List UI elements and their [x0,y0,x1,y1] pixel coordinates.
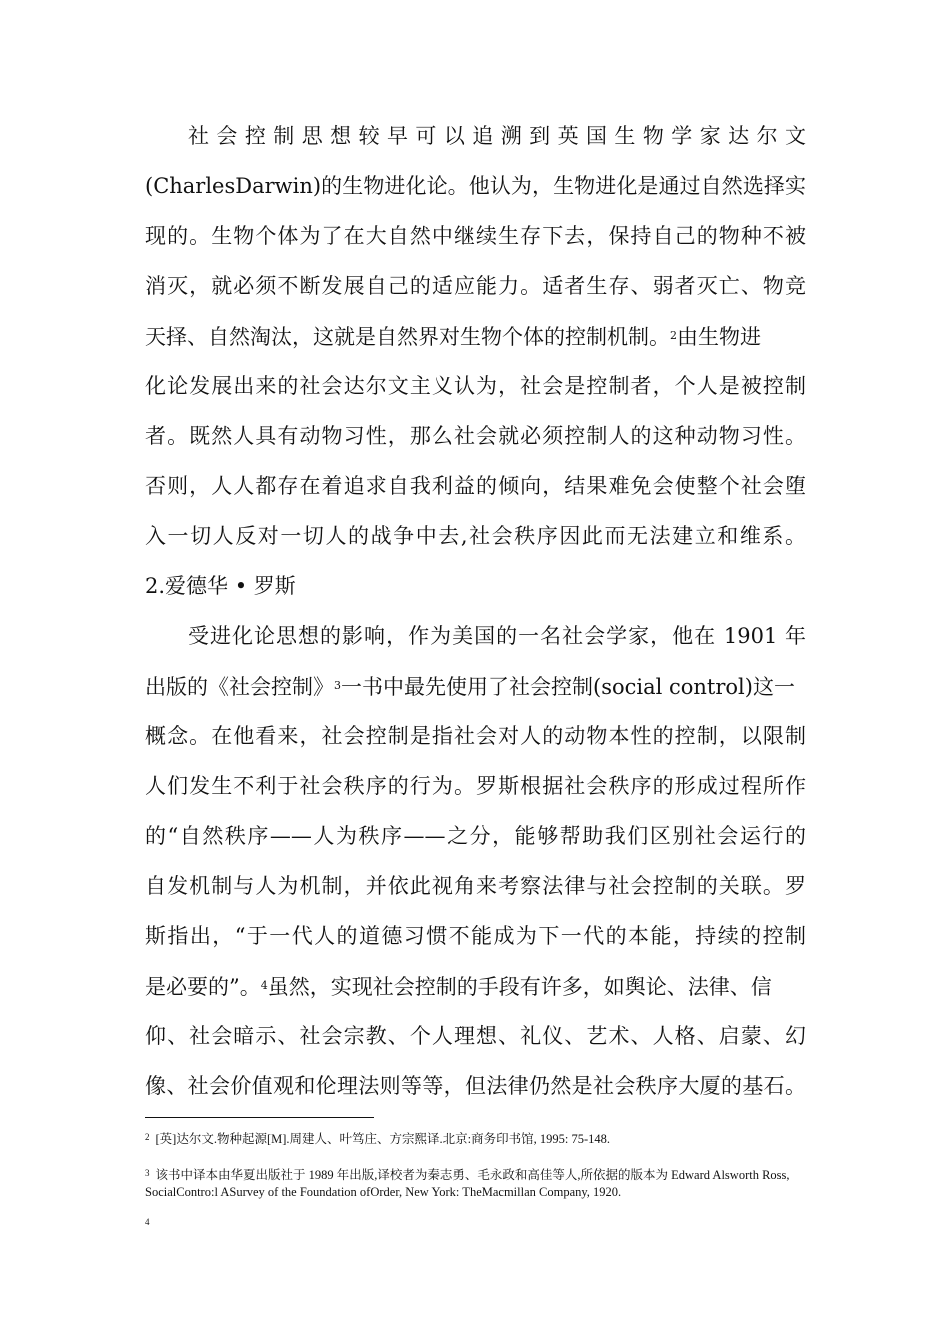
paragraph-2-line-3: 概念。在他看来，社会控制是指社会对人的动物本性的控制，以限制 [145,724,806,748]
paragraph-1-line-7: 者。既然人具有动物习性，那么社会就必须控制人的这种动物习性。 [145,424,806,448]
paragraph-2-line-9: 仰、社会暗示、社会宗教、个人理想、礼仪、艺术、人格、启蒙、幻 [145,1024,806,1048]
footnote-3 [145,1165,806,1201]
text-run: 天择、自然淘汰，这就是自然界对生物个体的控制机制。 [145,325,670,349]
footnote-separator [145,1117,374,1118]
paragraph-1-line-9: 入一切人反对一切人的战争中去,社会秩序因此而无法建立和维系。 [145,524,806,548]
text-run: 一书中最先使用了社会控制(social control)这一 [341,675,795,699]
paragraph-1-line-5 [145,316,806,356]
paragraph-2-line-8 [145,966,806,1006]
paragraph-1-line-3: 现的。生物个体为了在大自然中继续生存下去，保持自己的物种不被 [145,224,806,248]
text-run: 由生物进 [677,325,761,349]
footnote-mark: 4 [145,1217,150,1227]
paragraph-2-line-2 [145,666,806,706]
paragraph-1-line-1: 社会控制思想较早可以追溯到英国生物学家达尔文 [188,124,806,148]
text-run: 是必要的”。 [145,975,261,999]
footnote-2 [145,1129,806,1148]
text-run: 出版的《社会控制》 [145,675,334,699]
paragraph-2-line-1: 受进化论思想的影响，作为美国的一名社会学家，他在 1901 年 [188,624,806,648]
footnote-4 [145,1214,806,1233]
paragraph-2-line-6: 自发机制与人为机制，并依此视角来考察法律与社会控制的关联。罗 [145,874,806,898]
footnote-mark: 2 [145,1132,150,1142]
paragraph-2-line-10: 像、社会价值观和伦理法则等等，但法律仍然是社会秩序大厦的基石。 [145,1074,806,1098]
paragraph-1-line-6: 化论发展出来的社会达尔文主义认为，社会是控制者，个人是被控制 [145,374,806,398]
footnote-ref-3[interactable]: 3 [334,679,341,692]
section-heading: 2.爱德华 • 罗斯 [145,574,296,598]
paragraph-2-line-7: 斯指出，“于一代人的道德习惯不能成为下一代的本能，持续的控制 [145,924,806,948]
footnote-text: [英]达尔文.物种起源[M].周建人、叶笃庄、方宗熙译.北京:商务印书馆, 1995: 75-148. [155,1132,610,1146]
paragraph-2-line-5: 的“自然秩序——人为秩序——之分，能够帮助我们区别社会运行的 [145,824,806,848]
footnote-ref-2[interactable]: 2 [670,329,677,342]
footnote-text: 该书中译本由华夏出版社于 1989 年出版,译校者为秦志勇、毛永政和高佳等人,所依据的版本为 Edward Alsworth Ross, SocialContro:l ASurvey of the Foundation ofOrder, New York: TheMacmillan Company, 1920. [145,1168,790,1199]
paragraph-1-line-2: (CharlesDarwin)的生物进化论。他认为，生物进化是通过自然选择实 [145,174,806,198]
paragraph-2-line-4: 人们发生不利于社会秩序的行为。罗斯根据社会秩序的形成过程所作 [145,774,806,798]
text-run: 虽然，实现社会控制的手段有许多，如舆论、法律、信 [267,975,772,999]
footnote-mark: 3 [145,1168,150,1178]
paragraph-1-line-8: 否则，人人都存在着追求自我利益的倾向，结果难免会使整个社会堕 [145,474,806,498]
footnote-ref-4[interactable]: 4 [260,979,268,992]
paragraph-1-line-4: 消灭，就必须不断发展自己的适应能力。适者生存、弱者灭亡、物竞 [145,274,806,298]
